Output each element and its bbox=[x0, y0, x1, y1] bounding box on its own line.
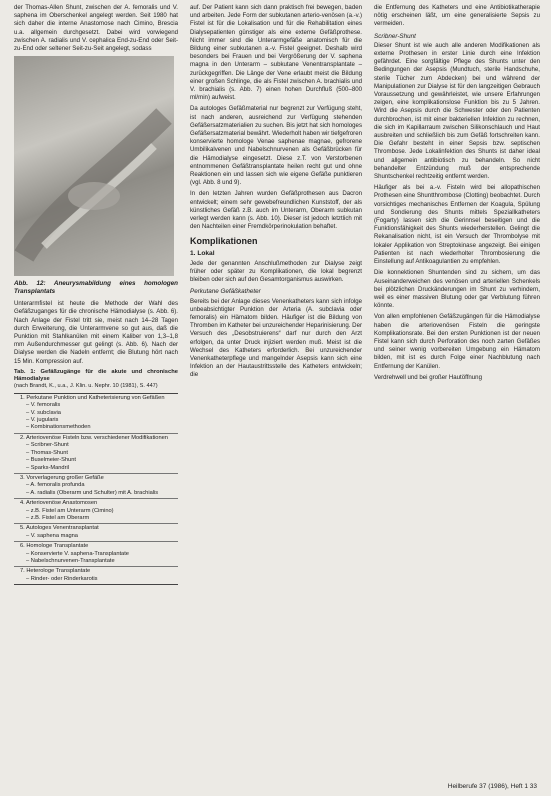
body-paragraph: Da autologes Gefäßmaterial nur begrenzt zur Verfügung steht, ist nach anderen, ausreichend zur Verfügung stehenden Gefäßersatzmaterialien zu suchen. Bis jetzt hat sich homologes Gefäßersatzmaterial bewährt. Wiederholt haben wir tiefgefroren konservierte homologe Venae saphenae magnae, gefrorene Umbilikalvenen und Nabelschnurvenen als Gefäßbrücken für die Hämodialyse eingesetzt. Diese z.T. von Verstorbenen entnommenen Gefäßtransplantate heilen recht gut und ohne Reaktionen ein und lassen sich wie eigene Gefäße punktieren (vgl. Abb. 8 und 9). bbox=[190, 105, 362, 187]
table-group: 2. Arteriovenöse Fisteln bzw. verschiedener Modifikationen – Scribner-Shunt – Thomas-Shunt – Buselmeier-Shunt – Sparks-Mandril bbox=[14, 434, 178, 474]
section-heading: Komplikationen bbox=[190, 236, 258, 247]
body-paragraph: Bereits bei der Anlage dieses Venenkatheters kann sich infolge unbeabsichtigter Punktion der Arteria (A. subclavia oder femoralis) ein Hämatom bilden. Häufiger ist die Bildung von Thromben im Katheter bei unzureichender Heparinisierung. Der Versuch des „Desobstruierens“ darf nur durch den Arzt erfolgen, da unter Druck injiziert werden muß. Meist ist die Wechsel des Katheters erforderlich. Bei unzureichender Venenkatheterpflege und mangelnder Asepsis kann sich eine Infektion an der Hautaustrittsstelle des Katheters entwickeln; die bbox=[190, 297, 362, 379]
subsection-heading: Scribner-Shunt bbox=[374, 32, 416, 40]
body-paragraph: Jede der genannten Anschlußmethoden zur Dialyse zeigt früher oder später zu Komplikationen, die lokal begrenzt bleiben oder sich auf den Gesamtorganismus auswirken. bbox=[190, 259, 362, 284]
body-paragraph: Von allen empfohlenen Gefäßzugängen für die Hämodialyse haben die arteriovenösen Fisteln die geringste Komplikationsrate. Bei den ersten Punktionen ist der neuen Fistel kann sich durch Perforation des noch zarten Gefäßes und seiner wenig vorbereiten Umgebung ein Hämatom bilden, mit ist es durch Folge einer Nachblutung nach Entfernung der Kanülen. bbox=[374, 313, 540, 370]
table-group: 4. Arteriovenöse Anastomosen – z.B. Fistel am Unterarm (Cimino) – z.B. Fistel am Oberarm bbox=[14, 499, 178, 524]
table-source: (nach Brandt, K., u.a., J. Klin. u. Nephr. 10 (1981), S. 447) bbox=[14, 382, 158, 389]
column-middle bbox=[190, 4, 362, 383]
body-paragraph: Dieser Shunt ist wie auch alle anderen Modifikationen als externe Prothesen in erster Linie durch eine Infektion gefährdet. Eine sorgfältige Pflege des Shunts unter den Bedingungen der Asepsis (Mundtuch, sterile Handschuhe, sterile Tücher zum Abdecken) bei und während der Manipulationen zur Dialyse ist für den langzeitigen Gebrauch Voraussetzung und gewährleistet, wie unsere Erfahrungen zeigen, eine komplikationslose Funktion bis zu 5 Jahren. Wird die Asepsis durch die Schwester oder den Patienten durchbrochen, ist mit einer bakteriellen Infektion zu rechnen, die sich im Kapillarraum zwischen Silikonschlauch und Haut ausbreiten und schließlich bis zum Gefäß fortschreiten kann. Die Gefahr besteht in einer Sepsis bzw. septischen Thrombose. Jede Lokalinfektion des Shunts ist daher ideal und allgemein antibiotisch zu behandeln. So nicht behandelter Entzündung muß der entsprechende Shuntschenkel rechtzeitig entfernt werden. bbox=[374, 41, 540, 181]
table-group: 5. Autologes Venentransplantat – V. saphena magna bbox=[14, 524, 178, 542]
access-table bbox=[14, 393, 178, 585]
figure-caption: Abb. 12: Aneurysmabildung eines homologen Transplantats bbox=[14, 280, 178, 296]
body-paragraph: Die konnektionen Shuntenden sind zu sichern, um das Auseinanderweichen des venösen und arteriellen Schenkels bei plötzlichen Druckänderungen im Shunt zu verhindern, weil es einer massiven Blutung oder gar Verblutung führen könnte. bbox=[374, 269, 540, 310]
aneurysm-photo bbox=[14, 56, 174, 276]
table-group: 1. Perkutane Punktion und Katheterisierung von Gefäßen – V. femoralis – V. subclavia – V. jugularis – Kombinationsmethoden bbox=[14, 394, 178, 434]
page-footer: Heilberufe 37 (1986), Heft 1 33 bbox=[447, 783, 537, 790]
column-left bbox=[14, 4, 178, 585]
table-group: 6. Homologe Transplantate – Konservierte V. saphena-Transplantate – Nabelschnurvenen-Transplantate bbox=[14, 542, 178, 567]
subsection-heading: Perkutane Gefäßkatheter bbox=[190, 288, 261, 296]
table-group: 3. Vorverlagerung großer Gefäße – A. femoralis profunda – A. radialis (Oberarm und Schulter) mit A. brachialis bbox=[14, 474, 178, 499]
body-paragraph: Häufiger als bei a.-v. Fisteln wird bei allopathischen Prothesen eine Shuntthrombose (Clotting) beobachtet. Durch vorsichtiges mechanisches Entfernen der Koagula, Spülung und Sondierung des Shunts mittels Speziallkatheters (Fogarty) lassen sich die Gerinnsel beseitigen und die Funktionsfähigkeit des Shunts wiederherstellen. Gelingt die Rekanalisation nicht, ist ein Versuch der Thrombolyse mit lokaler Applikation von Streptokinase angezeigt. Bei einigen Patienten ist nach wiederholter Thrombosierung die Einstellung auf Antikoagulantien zu empfehlen. bbox=[374, 184, 540, 266]
table-title: Tab. 1: Gefäßzugänge für die akute und chronische Hämodialyse bbox=[14, 368, 178, 382]
arm-illustration bbox=[14, 56, 174, 276]
subsection-heading: 1. Lokal bbox=[190, 250, 215, 258]
body-paragraph: auf. Der Patient kann sich dann praktisch frei bewegen, baden und arbeiten. Jede Form der subkutanen arterio-venösen (a.-v.) Fistel ist für die Lokalisation und für die Rehabilitation eines Dialysepatienten günstiger als eine externe Gefäßprothese. Nicht immer sind die Unterarmgefäße anatomisch für die Bildung einer subkutanen a.-v. Fistel geeignet. Deshalb wird besonders bei Frauen und bei Vergrößerung der V. saphena magna in den Unterarm – subkutane Venentransplantate – zurückgegriffen. Die Länge der Vene erlaubt meist die Bildung einer großen Schlinge, die als Fistel zwischen A. brachialis und V. brachialis (s. Abb. 7) einen hohen Durchfluß (500–800 ml/min) aufweist. bbox=[190, 4, 362, 102]
body-paragraph: In den letzten Jahren wurden Gefäßprothesen aus Dacron entwickelt; einem sehr gewebefreundlichen Kunststoff, der als künstliches Gefäß z.B. auch im Unterarm, Oberarm subkutan verlegt werden kann (s. Abb. 10). Dieser ist jedoch letztlich mit den Nachteilen einer Fremdkörperinokulation behaftet. bbox=[190, 190, 362, 231]
table-group: 7. Heterologe Transplantate – Rinder- oder Rinderkarotis bbox=[20, 568, 98, 582]
intro-paragraph: der Thomas-Allen Shunt, zwischen der A. femoralis und V. saphena im Oberschenkel angelegt werden. Seit 1980 hat sich daher die interne Anastomose nach Cimino, Brescia u.a. allgemein durchgesetzt. Dabei wird vorwiegend zwischen A. radialis und V. cephalica End-zu-End oder Seit-zu-End oder seltener Seit-zu-Seit angelegt, sodass bbox=[14, 4, 178, 53]
fistula-paragraph: Unterarmfistel ist heute die Methode der Wahl des Gefäßzuganges für die chronische Hämodialyse (s. Abb. 6). Nach Anlage der Fistel tritt sie, meist nach 14–28 Tagen durch Erweiterung, die Unterarmvene so gut aus, daß die Punktion mit Stahlkanülen mit einem Kaliber von 1,3–1,8 mm Außendurchmesser gut gelingt (s. Abb. 6). Nach der Dialyse werden die Nadeln entfernt; die Blutung hört nach 15 Min. Kompression auf. bbox=[14, 300, 178, 365]
column-right bbox=[374, 4, 540, 385]
body-paragraph: Verdrehwell und bei großer Hautöffnung bbox=[374, 373, 482, 381]
body-paragraph: die Entfernung des Katheters und eine Antibiotikatherapie nötig erscheinen läßt, um eine generalisierte Sepsis zu vermeiden. bbox=[374, 4, 540, 28]
